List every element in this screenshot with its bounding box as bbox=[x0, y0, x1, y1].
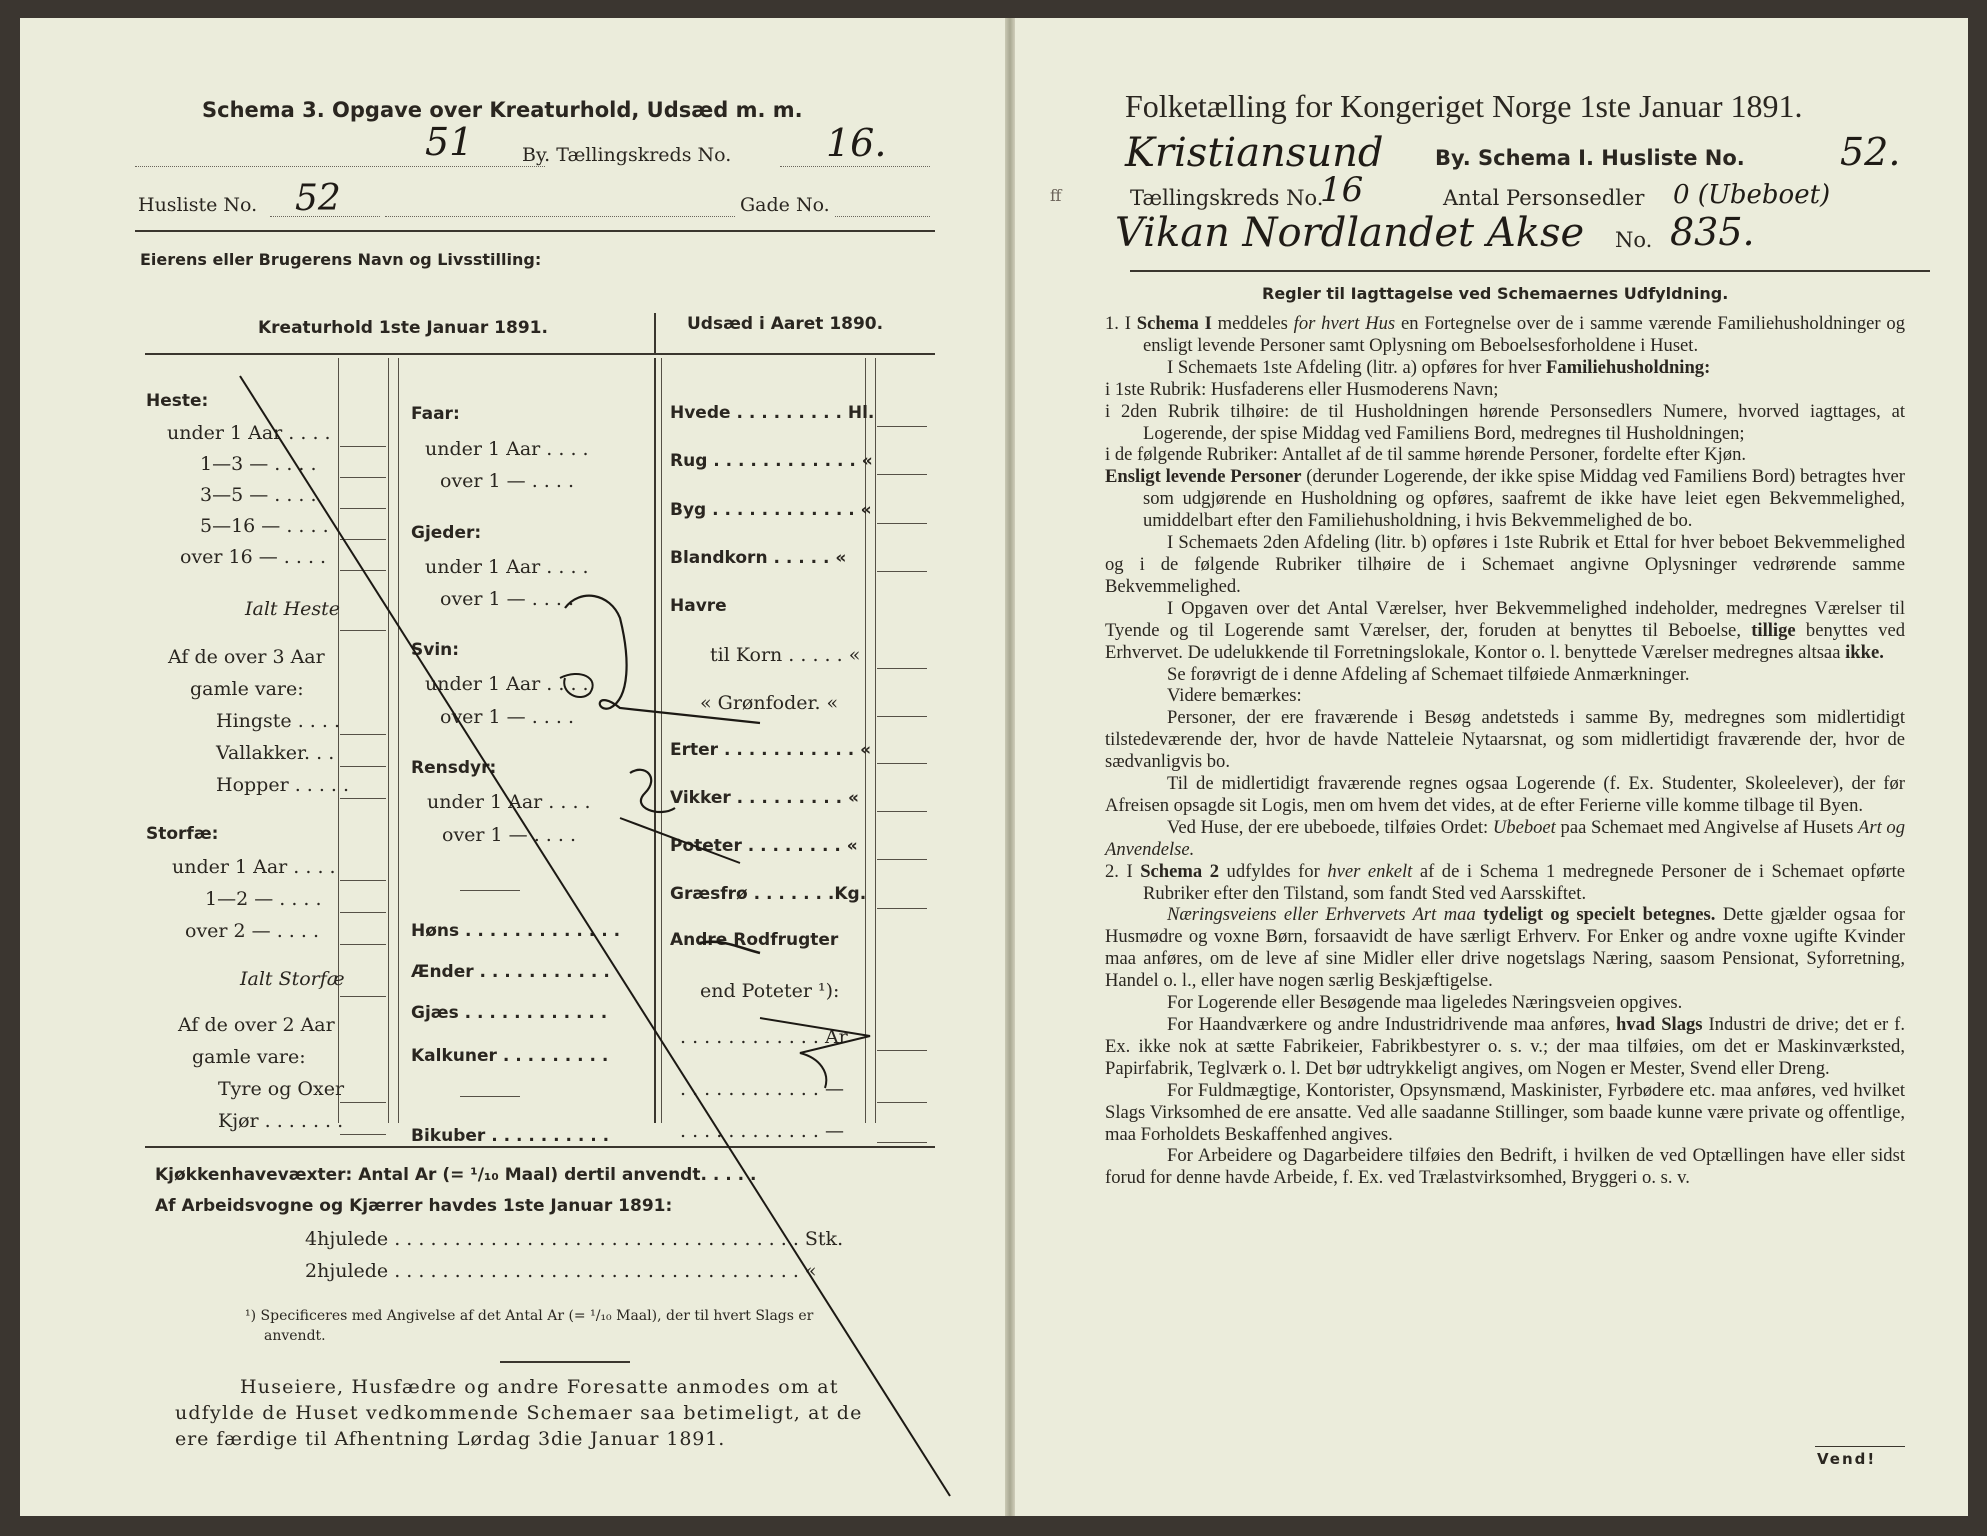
aender: Ænder . . . . . . . . . . . bbox=[411, 962, 610, 982]
rodfrugt-row-1: . . . . . . . . . . . . Ar bbox=[680, 1026, 848, 1048]
heste-over-16: over 16 — . . . . bbox=[180, 546, 327, 568]
kalkuner: Kalkuner . . . . . . . . . bbox=[411, 1046, 609, 1066]
rodfrugt-row-2: . . . . . . . . . . . . — bbox=[680, 1078, 844, 1100]
footnote: ¹) Specificeres med Angivelse af det Antal Ar (= ¹/₁₀ Maal), der til hvert Slags er bbox=[245, 1308, 814, 1324]
eier-label: Eierens eller Brugerens Navn og Livsstilling: bbox=[140, 250, 542, 269]
heste-label: Heste: bbox=[146, 391, 209, 411]
hopper: Hopper . . . . . bbox=[216, 774, 350, 796]
heste-1-3: 1—3 — . . . . bbox=[200, 453, 317, 475]
street-hand: Vikan Nordlandet Akse bbox=[1115, 210, 1585, 256]
schema-1-page bbox=[1015, 18, 1968, 1516]
havre-til-korn: til Korn . . . . . « bbox=[710, 644, 861, 666]
gjeder-label: Gjeder: bbox=[411, 523, 482, 543]
storfae-over-2: over 2 — . . . . bbox=[185, 920, 319, 942]
vend-label: Vend! bbox=[1817, 1450, 1877, 1468]
rules-text: 1. I Schema I meddeles for hvert Hus en Fortegnelse over de i samme værende Familiehusholdninger og ensligt levende Personer samt Oplysning om Beboelsesforholdene i Huset. I Schemaets 1ste Afdeling (litr. a) opføres for hver Familiehusholdning: i 1ste Rubrik: Husfaderens eller Husmoderens Navn; i 2den Rubrik tilhøire: de til Husholdningen hørende Personsedlers Numere, hvorved iagttages, at Logerende, der spise Middag ved Familiens Bord, medregnes til Husholdningen; i de følgende Rubriker: Antallet af de til samme hørende Personer, fordelte efter Kjøn. Ensligt levende Personer (derunder Logerende, der ikke spise Middag ved Familiens Bord) betragtes hver som udgjørende en Husholdning og opføres, saafremt de ikke have leiet egen Bekvemmelighed, umiddelbart efter den Familiehusholdning, i hvis Bekvemmelighed de bo. I Schemaets 2den Afdeling (litr. b) opføres i 1ste Rubrik et Ettal for hver beboet Bekvemmelighed og i de følgende Rubriker tilhøire de i Schemaet angivne Oplysninger vedrørende samme Bekvemmelighed. I Opgaven over det Antal Værelser, hver Bekvemmelighed indeholder, medregnes Værelser til Tyende og til Logerende samt Værelser, der, foruden at benyttes til Beboelse, tillige benyttes ved Erhvervet. De udelukkende til Forretningslokale, Kontor o. l. benyttede Værelser medregnes altsaa ikke. Se forøvrigt de i denne Afdeling af Schemaet tilføiede Anmærkninger. Videre bemærkes: Personer, der ere fraværende i Besøg andetsteds i samme By, medregnes som midlertidigt tilstedeværende der, hvor de havde Natteleie Nytaarsnat, og som midlertidigt fraværende der, hvor de sædvanligvis bo. Til de midlertidigt fraværende regnes ogsaa Logerende (f. Ex. Studenter, Skoleelever), der før Afreisen opsagde sit Logis, men om hvem det vides, at de efter Ferierne ville komme tilbage til Byen. Ved Huse, der ere ubeboede, tilføies Ordet: Ubeboet paa Schemaet med Angivelse af Husets Art og Anvendelse. 2. I Schema 2 udfyldes for hver enkelt af de i Schema 1 medregnede Personer de i Schemaet opførte Rubriker efter den Tilstand, som fandt Sted ved Aarsskiftet. Næringsveiens eller Erhvervets Art maa tydeligt og specielt betegnes. Dette gjælder ogsaa for Husmødre og voxne Børn, forsaavidt de have særligt Erhverv. For Enker og andre voxne ugifte Kvinder maa anføres, om de leve af sine Midler eller drive nogetslags Næring, saasom Pensionat, Syforretning, Handel o. l., eller have nogen særlig Beskjæftigelse. For Logerende eller Besøgende maa ligeledes Næringsveien opgives. For Haandværkere og andre Industridrivende maa anføres, hvad Slags Industri de drive; det er f. Ex. ikke nok at sætte Fabrikeier, Fabrikbestyrer o. s. v.; der maa tilføies, om det er Maskinværksted, Papirfabrik, Teglværk o. l. Det bør udtrykkeligt angives, om Nogen er Mester, Svend eller Dreng. For Fuldmægtige, Kontorister, Opsynsmænd, Maskinister, Fyrbødere etc. maa anføres, ved hvilket Slags Virksomhed de ere ansatte. Ved alle saadanne Stillinger, som baade kunne være private og offentlige, maa Forholdets Beskaffenhed angives. For Arbeidere og Dagarbeidere tilføies den Bedrift, i hvilken de ved Optællingen have eller sidst forud for denne havde Arbeide, f. Ex. ved Trælastvirksomhed, Bryggeri o. s. v. bbox=[1105, 313, 1906, 1189]
no-label: No. bbox=[1615, 228, 1653, 252]
rules-heading: Regler til Iagttagelse ved Schemaernes Udfyldning. bbox=[1262, 284, 1729, 303]
heste-over-3: Af de over 3 Aar bbox=[168, 646, 325, 668]
closing-line-3: ere færdige til Afhentning Lørdag 3die Januar 1891. bbox=[175, 1428, 726, 1450]
graesfro: Græsfrø . . . . . . .Kg. bbox=[670, 884, 867, 904]
hons: Høns . . . . . . . . . . . . . bbox=[411, 921, 621, 941]
by-kreds-label: By. Tællingskreds No. bbox=[522, 144, 732, 166]
hjul2-line: 2hjulede . . . . . . . . . . . . . . . . . . . . . . . . . . . . . . . . . . « bbox=[305, 1260, 817, 1282]
udsaed-header: Udsæd i Aaret 1890. bbox=[687, 314, 884, 334]
storfae-1-2: 1—2 — . . . . bbox=[205, 888, 322, 910]
census-title: Folketælling for Kongeriget Norge 1ste Januar 1891. bbox=[1125, 88, 1803, 124]
storfae-over-2-aar: Af de over 2 Aar bbox=[178, 1014, 335, 1036]
personsedler-label: Antal Personsedler bbox=[1443, 186, 1645, 210]
kreds-hand: 16 bbox=[1320, 170, 1364, 210]
hjul4-line: 4hjulede . . . . . . . . . . . . . . . . . . . . . . . . . . . . . . . . . . Stk. bbox=[305, 1228, 844, 1250]
faar-label: Faar: bbox=[411, 404, 460, 424]
svin-label: Svin: bbox=[411, 640, 460, 660]
faar-over-1: over 1 — . . . . bbox=[440, 470, 574, 492]
schema-3-page bbox=[20, 18, 1005, 1516]
blandkorn: Blandkorn . . . . . « bbox=[670, 548, 847, 568]
storfae-label: Storfæ: bbox=[146, 824, 219, 844]
closing-line-1: Huseiere, Husfædre og andre Foresatte anmodes om at bbox=[240, 1376, 839, 1398]
heste-gamle-vare: gamle vare: bbox=[190, 678, 304, 700]
rensdyr-under-1: under 1 Aar . . . . bbox=[427, 791, 591, 813]
footnote-2: anvendt. bbox=[264, 1328, 326, 1344]
ialt-heste: Ialt Heste bbox=[245, 598, 341, 620]
closing-line-2: udfylde de Huset vedkommende Schemaer saa betimeligt, at de bbox=[175, 1402, 863, 1424]
storfae-gamle-vare: gamle vare: bbox=[192, 1046, 306, 1068]
hingste: Hingste . . . . bbox=[216, 710, 340, 732]
kreds-label: Tællingskreds No. bbox=[1130, 186, 1324, 210]
margin-mark: ff bbox=[1050, 186, 1062, 205]
andre-rodfrugter: Andre Rodfrugter bbox=[670, 930, 839, 950]
hvede: Hvede . . . . . . . . . Hl. bbox=[670, 403, 875, 423]
svin-under-1: under 1 Aar . . . . bbox=[425, 673, 589, 695]
heste-3-5: 3—5 — . . . . bbox=[200, 484, 317, 506]
arbeidsvogne-line: Af Arbeidsvogne og Kjærrer havdes 1ste Januar 1891: bbox=[155, 1196, 673, 1216]
rensdyr-label: Rensdyr: bbox=[411, 758, 497, 778]
gjeder-under-1: under 1 Aar . . . . bbox=[425, 556, 589, 578]
bikuber: Bikuber . . . . . . . . . . bbox=[411, 1126, 610, 1146]
husliste-number-hand: 52 bbox=[295, 178, 341, 219]
document-spread bbox=[20, 18, 1968, 1516]
vallakker: Vallakker. . . bbox=[216, 742, 335, 764]
rensdyr-over-1: over 1 — . . . . bbox=[442, 824, 576, 846]
end-poteter: end Poteter ¹): bbox=[700, 980, 840, 1002]
gade-label: Gade No. bbox=[740, 194, 830, 216]
svin-over-1: over 1 — . . . . bbox=[440, 706, 574, 728]
handwritten-strike-marks bbox=[20, 18, 1005, 1516]
vikker: Vikker . . . . . . . . . « bbox=[670, 788, 860, 808]
schema-3-title: Schema 3. Opgave over Kreaturhold, Udsæd m. m. bbox=[202, 98, 803, 122]
poteter: Poteter . . . . . . . . « bbox=[670, 836, 858, 856]
gjaes: Gjæs . . . . . . . . . . . . bbox=[411, 1003, 608, 1023]
place-hand: Kristiansund bbox=[1125, 130, 1384, 176]
havre: Havre bbox=[670, 596, 727, 616]
husliste-hand: 52. bbox=[1840, 130, 1901, 174]
ialt-storfae: Ialt Storfæ bbox=[240, 968, 345, 990]
by-schema-label: By. Schema I. Husliste No. bbox=[1435, 146, 1745, 170]
erter: Erter . . . . . . . . . . . « bbox=[670, 740, 872, 760]
husliste-label: Husliste No. bbox=[138, 194, 258, 216]
gjeder-over-1: over 1 — . . . . bbox=[440, 588, 574, 610]
kreaturhold-header: Kreaturhold 1ste Januar 1891. bbox=[258, 318, 548, 338]
havre-gronfoder: « Grønfoder. « bbox=[700, 692, 839, 714]
byg: Byg . . . . . . . . . . . . « bbox=[670, 500, 872, 520]
heste-under-1: under 1 Aar . . . . bbox=[167, 422, 331, 444]
personsedler-hand: 0 (Ubeboet) bbox=[1673, 180, 1831, 210]
no-hand: 835. bbox=[1670, 210, 1755, 254]
rug: Rug . . . . . . . . . . . . « bbox=[670, 451, 873, 471]
page-gutter bbox=[1005, 18, 1015, 1516]
rodfrugt-row-3: . . . . . . . . . . . . — bbox=[680, 1120, 844, 1142]
storfae-under-1: under 1 Aar . . . . bbox=[172, 856, 336, 878]
by-number-hand: 51 bbox=[425, 120, 474, 164]
faar-under-1: under 1 Aar . . . . bbox=[425, 438, 589, 460]
tyre-og-oxer: Tyre og Oxer bbox=[218, 1078, 345, 1100]
kreds-number-hand: 16. bbox=[826, 121, 887, 165]
kjor: Kjør . . . . . . . bbox=[218, 1110, 344, 1132]
kjokkenhave-text: Kjøkkenhavevæxter: Antal Ar (= ¹/₁₀ Maal) dertil anvendt. . . . . bbox=[155, 1165, 757, 1185]
heste-5-16: 5—16 — . . . . bbox=[200, 515, 329, 537]
